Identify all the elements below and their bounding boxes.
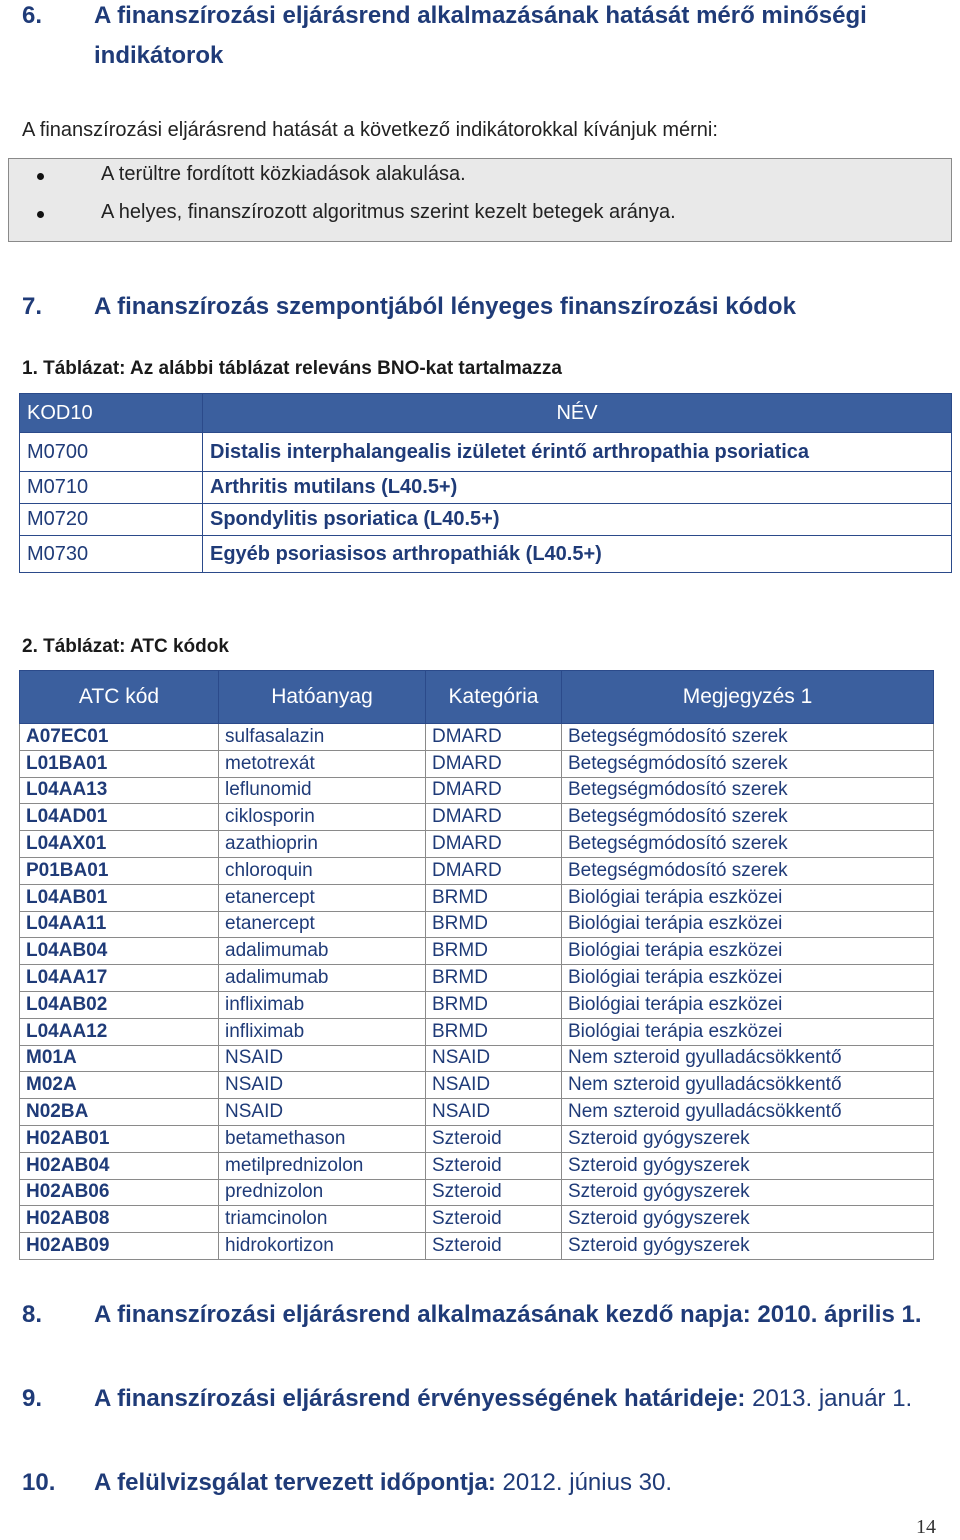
bullet-icon (37, 173, 44, 180)
bno-code: M0720 (20, 504, 203, 536)
bno-name: Egyéb psoriasisos arthropathiák (L40.5+) (203, 536, 952, 573)
substance: etanercept (219, 884, 426, 911)
bullet-icon (37, 211, 44, 218)
category: Szteroid (426, 1152, 562, 1179)
bno-code: M0710 (20, 472, 203, 504)
note: Biológiai terápia eszközei (562, 965, 934, 992)
substance: metilprednizolon (219, 1152, 426, 1179)
substance: betamethason (219, 1125, 426, 1152)
atc-code: L04AA12 (20, 1018, 219, 1045)
category: BRMD (426, 991, 562, 1018)
note: Betegségmódosító szerek (562, 804, 934, 831)
note: Betegségmódosító szerek (562, 831, 934, 858)
category: NSAID (426, 1045, 562, 1072)
note: Nem szteroid gyulladácsökkentő (562, 1099, 934, 1126)
table-row (20, 504, 952, 536)
category: DMARD (426, 831, 562, 858)
category: NSAID (426, 1099, 562, 1126)
table-row (20, 1233, 934, 1260)
table-row (20, 1099, 934, 1126)
page-number: 14 (916, 1516, 936, 1538)
atc-code: H02AB01 (20, 1125, 219, 1152)
section-8-heading (22, 1301, 952, 1331)
atc-code: L01BA01 (20, 750, 219, 777)
substance: leflunomid (219, 777, 426, 804)
atc-code: L04AB01 (20, 884, 219, 911)
atc-code: L04AA11 (20, 911, 219, 938)
note: Betegségmódosító szerek (562, 777, 934, 804)
table2-header-substance: Hatóanyag (219, 671, 426, 724)
table-row (20, 1018, 934, 1045)
section-10-value: 2012. június 30. (502, 1469, 672, 1496)
category: DMARD (426, 777, 562, 804)
table2-header-note: Megjegyzés 1 (562, 671, 934, 724)
table-row (20, 1206, 934, 1233)
table1-header-code: KOD10 (20, 394, 203, 433)
category: BRMD (426, 1018, 562, 1045)
table-row (20, 1125, 934, 1152)
table-row (20, 1045, 934, 1072)
substance: adalimumab (219, 965, 426, 992)
section-10-label: A felülvizsgálat tervezett időpontja: (94, 1469, 496, 1496)
table-row (20, 831, 934, 858)
substance: prednizolon (219, 1179, 426, 1206)
substance: adalimumab (219, 938, 426, 965)
table2-header-category: Kategória (426, 671, 562, 724)
section-6-title-line2: indikátorok (94, 42, 224, 69)
table-row (20, 911, 934, 938)
table-row (20, 991, 934, 1018)
note: Biológiai terápia eszközei (562, 938, 934, 965)
atc-code: L04AB04 (20, 938, 219, 965)
substance: infliximab (219, 1018, 426, 1045)
note: Betegségmódosító szerek (562, 750, 934, 777)
section-7-number: 7. (22, 293, 43, 320)
section-9-value: 2013. január 1. (752, 1385, 913, 1412)
section-9-label: A finanszírozási eljárásrend érvényességének határideje: (94, 1385, 746, 1412)
note: Betegségmódosító szerek (562, 857, 934, 884)
category: BRMD (426, 884, 562, 911)
section-10-line (94, 1469, 672, 1497)
indicator-item: A terültre fordított közkiadások alakulása. (101, 163, 466, 185)
table-row (20, 965, 934, 992)
atc-code: P01BA01 (20, 857, 219, 884)
atc-code: M02A (20, 1072, 219, 1099)
substance: azathioprin (219, 831, 426, 858)
atc-code: L04AB02 (20, 991, 219, 1018)
section-10-number: 10. (22, 1469, 56, 1496)
atc-code: H02AB09 (20, 1233, 219, 1260)
atc-code: N02BA (20, 1099, 219, 1126)
substance: NSAID (219, 1099, 426, 1126)
substance: ciklosporin (219, 804, 426, 831)
table1-caption: 1. Táblázat: Az alábbi táblázat releváns BNO-kat tartalmazza (22, 358, 562, 379)
table2-header-atc: ATC kód (20, 671, 219, 724)
category: BRMD (426, 938, 562, 965)
table-row (20, 472, 952, 504)
note: Szteroid gyógyszerek (562, 1206, 934, 1233)
note: Szteroid gyógyszerek (562, 1152, 934, 1179)
table-row (20, 804, 934, 831)
bno-table (19, 393, 952, 573)
table-row (20, 433, 952, 472)
bno-name: Distalis interphalangealis izületet érintő arthropathia psoriatica (203, 433, 952, 472)
note: Biológiai terápia eszközei (562, 911, 934, 938)
substance: hidrokortizon (219, 1233, 426, 1260)
atc-code: L04AA13 (20, 777, 219, 804)
section-9-number: 9. (22, 1385, 43, 1412)
substance: chloroquin (219, 857, 426, 884)
section-6-number: 6. (22, 2, 43, 29)
section-8-number: 8. (22, 1301, 43, 1328)
bno-code: M0730 (20, 536, 203, 573)
category: Szteroid (426, 1125, 562, 1152)
indicator-box (8, 158, 952, 242)
section-6-title-line1: A finanszírozási eljárásrend alkalmazásának hatását mérő minőségi (94, 2, 867, 29)
substance: NSAID (219, 1045, 426, 1072)
atc-code: L04AA17 (20, 965, 219, 992)
atc-table (19, 670, 934, 1260)
substance: triamcinolon (219, 1206, 426, 1233)
category: Szteroid (426, 1179, 562, 1206)
table-row (20, 1072, 934, 1099)
category: DMARD (426, 857, 562, 884)
section-9-heading (22, 1385, 952, 1415)
table-row (20, 750, 934, 777)
section-7-heading (22, 293, 952, 323)
category: DMARD (426, 804, 562, 831)
section-7-title: A finanszírozás szempontjából lényeges finanszírozási kódok (94, 293, 796, 320)
note: Biológiai terápia eszközei (562, 991, 934, 1018)
category: NSAID (426, 1072, 562, 1099)
category: Szteroid (426, 1206, 562, 1233)
atc-code: H02AB04 (20, 1152, 219, 1179)
note: Nem szteroid gyulladácsökkentő (562, 1045, 934, 1072)
note: Szteroid gyógyszerek (562, 1233, 934, 1260)
atc-code: L04AD01 (20, 804, 219, 831)
bno-name: Spondylitis psoriatica (L40.5+) (203, 504, 952, 536)
section-6-intro: A finanszírozási eljárásrend hatását a következő indikátorokkal kívánjuk mérni: (22, 119, 718, 141)
substance: sulfasalazin (219, 724, 426, 751)
category: BRMD (426, 965, 562, 992)
substance: infliximab (219, 991, 426, 1018)
section-9-line (94, 1385, 912, 1413)
table-row (20, 857, 934, 884)
table-row (20, 884, 934, 911)
section-6-heading (22, 2, 952, 32)
note: Betegségmódosító szerek (562, 724, 934, 751)
note: Szteroid gyógyszerek (562, 1179, 934, 1206)
atc-code: M01A (20, 1045, 219, 1072)
category: Szteroid (426, 1233, 562, 1260)
category: DMARD (426, 724, 562, 751)
substance: NSAID (219, 1072, 426, 1099)
note: Biológiai terápia eszközei (562, 884, 934, 911)
substance: etanercept (219, 911, 426, 938)
atc-code: A07EC01 (20, 724, 219, 751)
atc-code: L04AX01 (20, 831, 219, 858)
note: Nem szteroid gyulladácsökkentő (562, 1072, 934, 1099)
category: BRMD (426, 911, 562, 938)
table-row (20, 536, 952, 573)
substance: metotrexát (219, 750, 426, 777)
table1-header-name: NÉV (203, 394, 952, 433)
bno-name: Arthritis mutilans (L40.5+) (203, 472, 952, 504)
section-10-heading (22, 1469, 952, 1499)
section-8-label: A finanszírozási eljárásrend alkalmazásának kezdő napja: 2010. április 1. (94, 1301, 922, 1328)
indicator-item: A helyes, finanszírozott algoritmus szerint kezelt betegek aránya. (101, 201, 676, 223)
table-row (20, 938, 934, 965)
category: DMARD (426, 750, 562, 777)
bno-code: M0700 (20, 433, 203, 472)
note: Szteroid gyógyszerek (562, 1125, 934, 1152)
table2-caption: 2. Táblázat: ATC kódok (22, 636, 229, 657)
table-row (20, 724, 934, 751)
table-row (20, 777, 934, 804)
atc-code: H02AB08 (20, 1206, 219, 1233)
note: Biológiai terápia eszközei (562, 1018, 934, 1045)
table-row (20, 1152, 934, 1179)
table-row (20, 1179, 934, 1206)
atc-code: H02AB06 (20, 1179, 219, 1206)
